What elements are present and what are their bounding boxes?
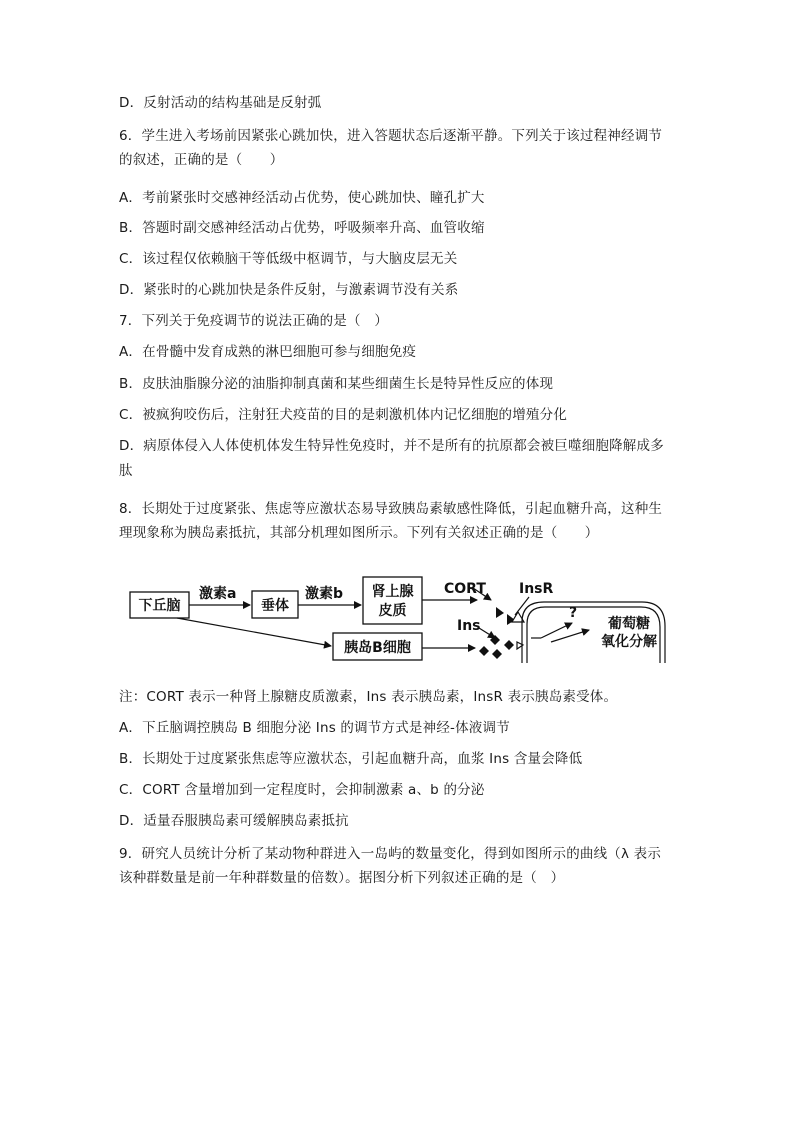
q8-option-a: A．下丘脑调控胰岛 B 细胞分泌 Ins 的调节方式是神经-体液调节 bbox=[119, 720, 510, 736]
q8-stem-line2: 理现象称为胰岛素抵抗，其部分机理如图所示。下列有关叙述正确的是（ ） bbox=[119, 525, 599, 541]
q7-option-d-line2: 肽 bbox=[119, 463, 133, 479]
hypothalamus-label: 下丘脑 bbox=[138, 598, 181, 614]
q7-option-a: A．在骨髓中发育成熟的淋巴细胞可参与细胞免疫 bbox=[119, 344, 417, 360]
ins-molecule bbox=[504, 640, 514, 650]
q8-option-d: D．适量吞服胰岛素可缓解胰岛素抵抗 bbox=[119, 813, 349, 829]
signal-arrow bbox=[541, 623, 572, 638]
insr-label: InsR bbox=[519, 581, 554, 597]
ins-molecule bbox=[492, 649, 502, 659]
q7-option-c: C．被疯狗咬伤后，注射狂犬疫苗的目的是刺激机体内记忆细胞的增殖分化 bbox=[119, 407, 568, 423]
q6-option-b: B．答题时副交感神经活动占优势，呼吸频率升高、血管收缩 bbox=[119, 220, 485, 236]
q5-option-d: D．反射活动的结构基础是反射弧 bbox=[119, 95, 322, 111]
ins-molecule bbox=[479, 646, 489, 656]
q8-option-b: B．长期处于过度紧张焦虑等应激状态，引起血糖升高，血浆 Ins 含量会降低 bbox=[119, 751, 583, 767]
islet-b-cell-label: 胰岛B细胞 bbox=[344, 640, 411, 656]
q6-stem-line1: 6．学生进入考场前因紧张心跳加快，进入答题状态后逐渐平静。下列关于该过程神经调节 bbox=[119, 128, 663, 144]
q6-option-c: C．该过程仅依赖脑干等低级中枢调节，与大脑皮层无关 bbox=[119, 251, 458, 267]
signal-arrow-2 bbox=[551, 630, 589, 642]
insr-pointer bbox=[515, 597, 529, 615]
cort-label: CORT bbox=[444, 581, 486, 597]
q6-option-d: D．紧张时的心跳加快是条件反射，与激素调节没有关系 bbox=[119, 282, 459, 298]
glucose-label-line2: 氧化分解 bbox=[601, 634, 657, 650]
ins-label: Ins bbox=[457, 618, 481, 634]
q7-option-b: B．皮肤油脂腺分泌的油脂抑制真菌和某些细菌生长是特异性反应的体现 bbox=[119, 376, 554, 392]
unknown-step-question-mark: ? bbox=[569, 605, 578, 621]
adrenal-label-line2: 皮质 bbox=[378, 603, 407, 619]
q8-option-c: C．CORT 含量增加到一定程度时，会抑制激素 a、b 的分泌 bbox=[119, 782, 485, 798]
q9-stem-line2: 该种群数量是前一年种群数量的倍数）。据图分析下列叙述正确的是（ ） bbox=[119, 870, 565, 886]
hormone-a-label: 激素a bbox=[199, 586, 237, 602]
ins-pointer bbox=[479, 628, 495, 638]
q7-option-d-line1: D．病原体侵入人体使机体发生特异性免疫时，并不是所有的抗原都会被巨噬细胞降解成多 bbox=[119, 438, 664, 454]
glucose-label-line1: 葡萄糖 bbox=[608, 616, 650, 632]
pituitary-label: 垂体 bbox=[261, 598, 289, 614]
insulin-resistance-diagram bbox=[119, 570, 679, 670]
q8-stem-line1: 8．长期处于过度紧张、焦虑等应激状态易导致胰岛素敏感性降低，引起血糖升高，这种生 bbox=[119, 501, 663, 517]
q9-stem-line1: 9．研究人员统计分析了某动物种群进入一岛屿的数量变化，得到如图所示的曲线（λ 表示 bbox=[119, 846, 662, 862]
diagram-note: 注：CORT 表示一种肾上腺糖皮质激素，Ins 表示胰岛素，InsR 表示胰岛素受体。 bbox=[119, 689, 618, 705]
hormone-b-label: 激素b bbox=[305, 586, 344, 602]
q6-option-a: A．考前紧张时交感神经活动占优势，使心跳加快、瞳孔扩大 bbox=[119, 190, 485, 206]
cort-molecule bbox=[496, 607, 504, 618]
cell-membrane bbox=[522, 602, 665, 663]
q6-stem-line2: 的叙述，正确的是（ ） bbox=[119, 152, 284, 168]
adrenal-label-line1: 肾上腺 bbox=[371, 584, 414, 600]
q7-stem: 7．下列关于免疫调节的说法正确的是（ ） bbox=[119, 313, 389, 329]
arrow-hypothalamus-islet bbox=[177, 618, 331, 646]
